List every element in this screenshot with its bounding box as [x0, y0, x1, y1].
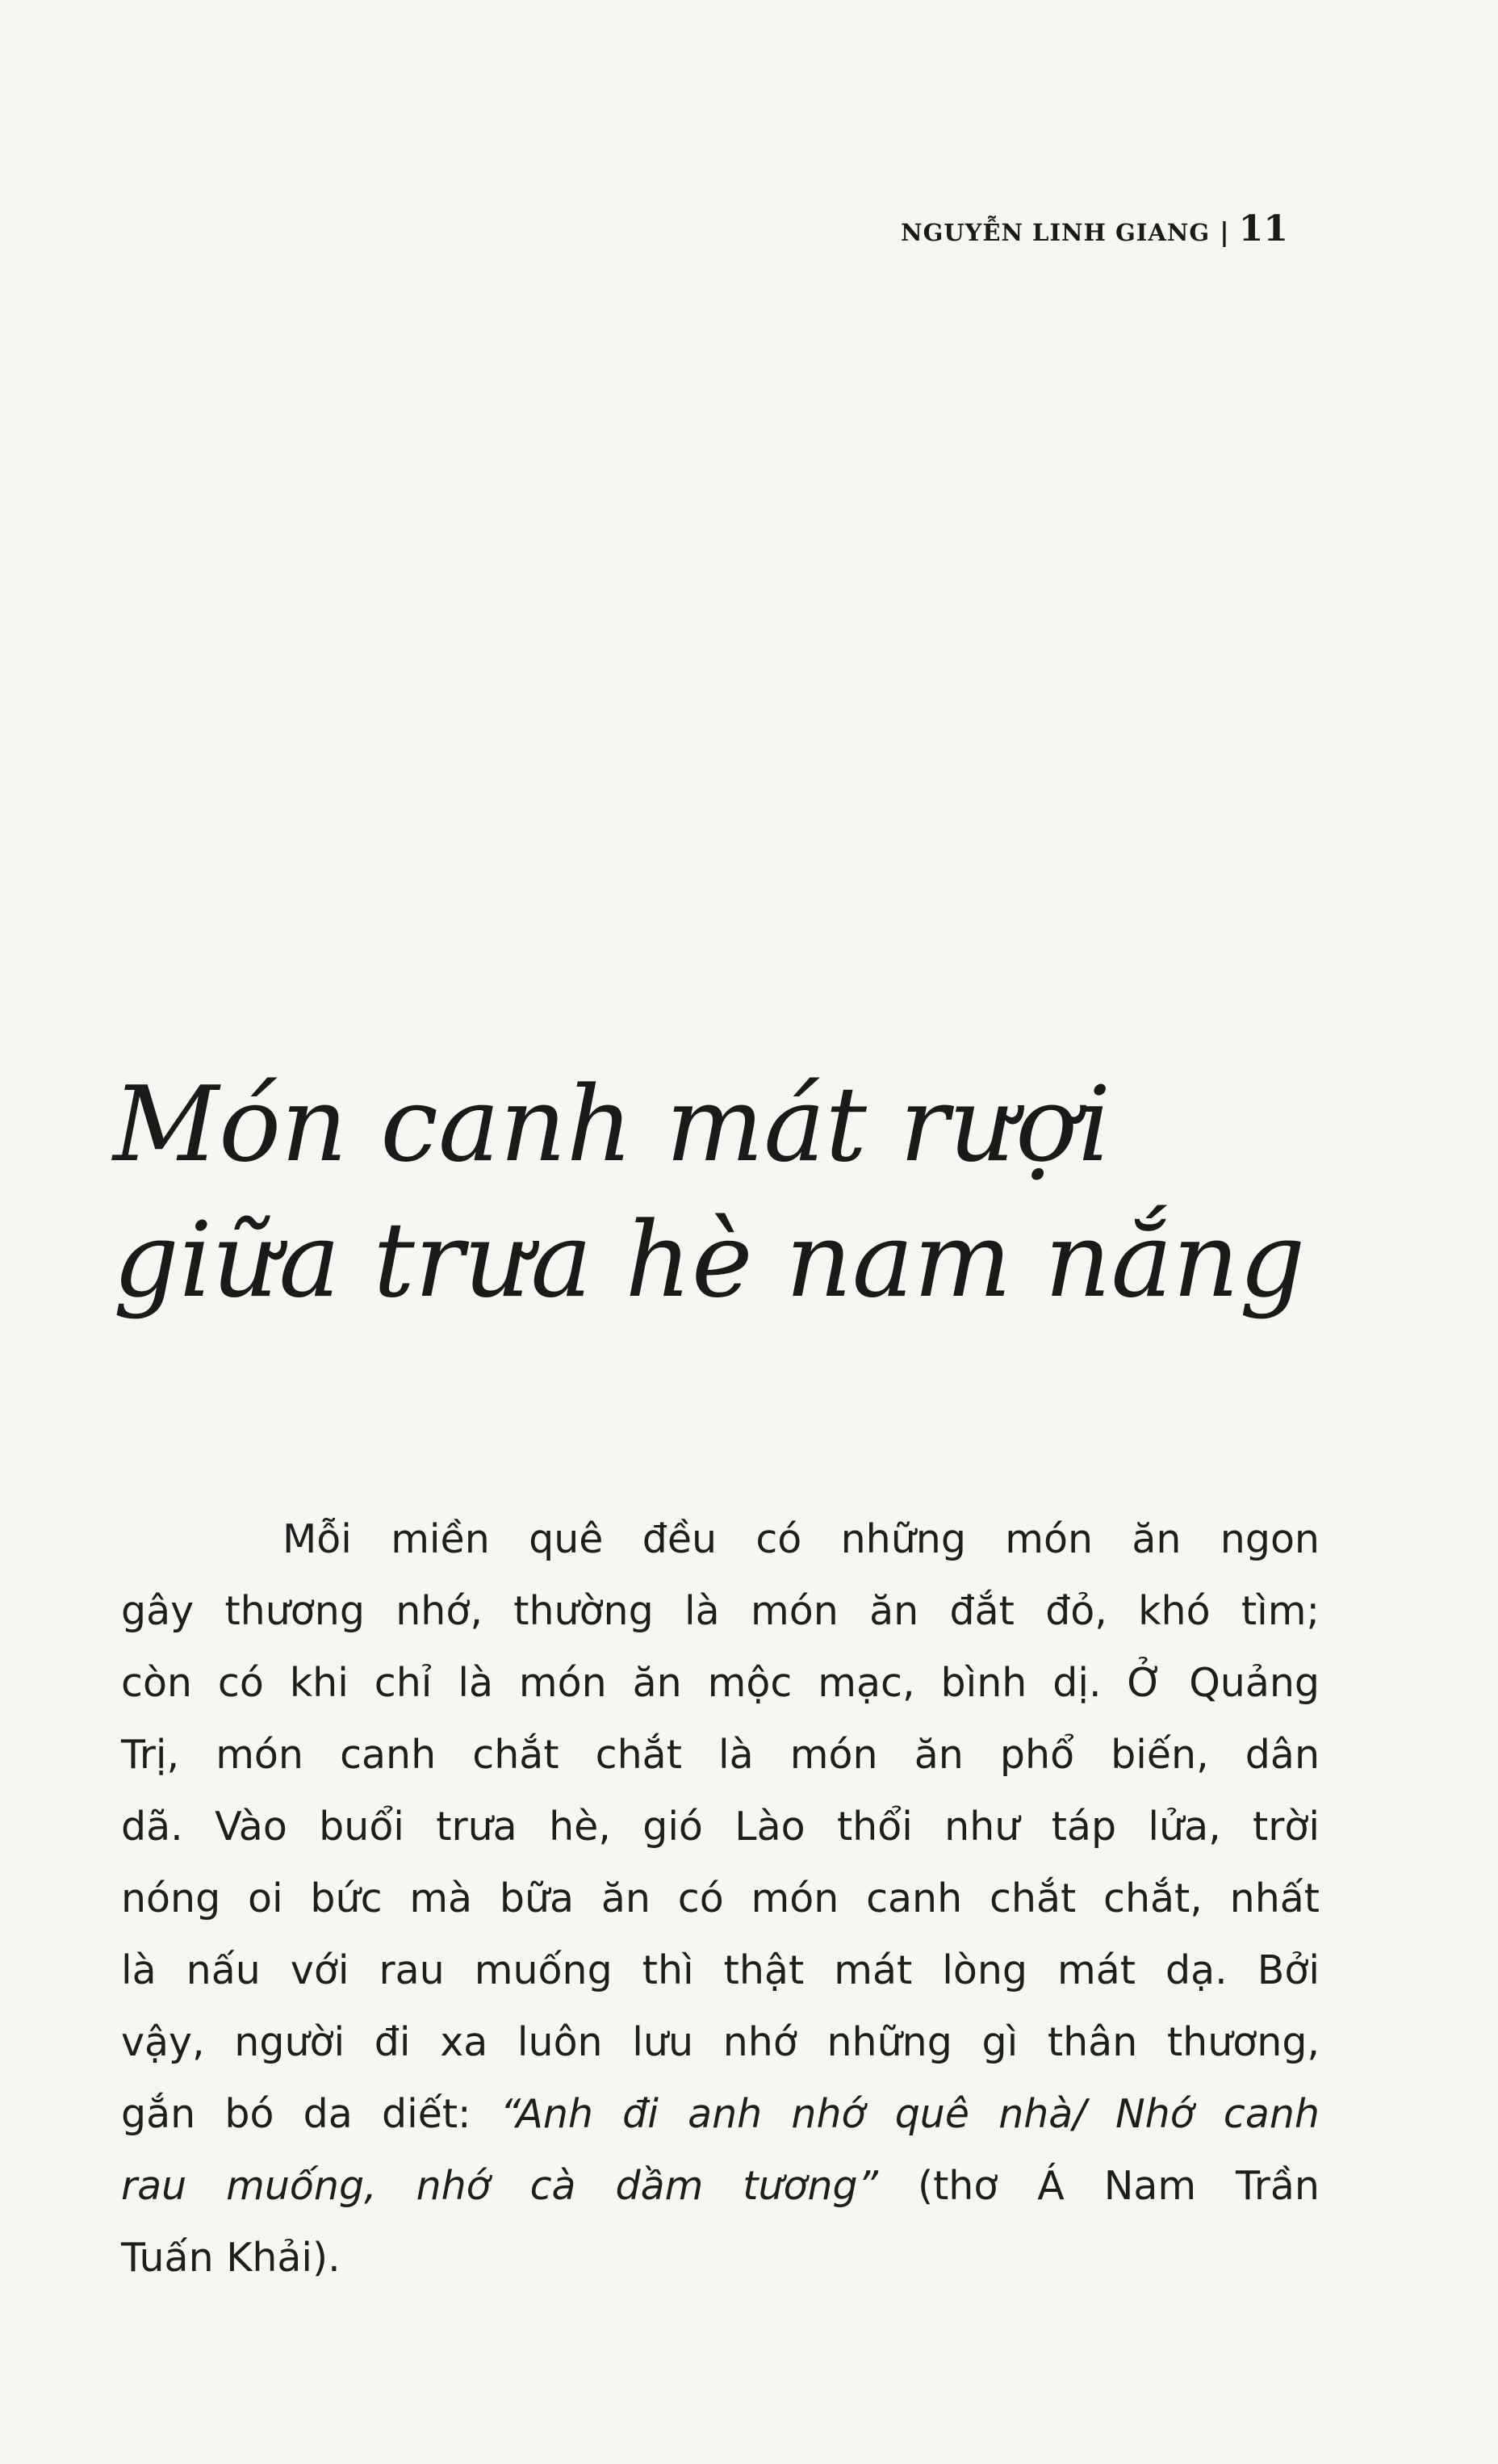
author-name: NGUYỄN LINH GIANG: [901, 219, 1211, 246]
line-text: gắn bó da diết:: [121, 2091, 500, 2137]
paragraph-line: Mỗi miền quê đều có những món ăn ngon: [282, 1516, 1320, 1562]
poem-quote: “Anh đi anh nhớ quê nhà/ Nhớ canh: [500, 2091, 1320, 2137]
page-number: 11: [1238, 208, 1288, 249]
paragraph-line: [121, 2078, 1320, 2150]
paragraph-line: là nấu với rau muống thì thật mát lòng mát dạ. Bởi: [121, 1947, 1320, 1993]
paragraph-line: Trị, món canh chắt chắt là món ăn phổ biến, dân: [121, 1732, 1320, 1778]
chapter-title-line: giữa trưa hè nam nắng: [113, 1201, 1306, 1321]
paragraph-line: còn có khi chỉ là món ăn mộc mạc, bình dị. Ở Quảng: [121, 1660, 1320, 1706]
paragraph-line: dã. Vào buổi trưa hè, gió Lào thổi như táp lửa, trời: [121, 1804, 1320, 1850]
paragraph-line: [121, 2150, 1320, 2222]
header-separator: |: [1220, 216, 1229, 247]
chapter-title-line: Món canh mát rượi: [113, 1065, 1111, 1185]
chapter-title: [113, 1058, 1372, 1329]
paragraph-line: vậy, người đi xa luôn lưu nhớ những gì thân thương,: [121, 2019, 1320, 2065]
paragraph-line: gây thương nhớ, thường là món ăn đắt đỏ, khó tìm;: [121, 1588, 1320, 1634]
line-text: (thơ Á Nam Trần: [878, 2163, 1320, 2209]
paragraph-line: Tuấn Khải).: [121, 2235, 341, 2281]
running-header: [901, 208, 1288, 249]
body-paragraph: [121, 1503, 1320, 2294]
paragraph-line: nóng oi bức mà bữa ăn có món canh chắt chắt, nhất: [121, 1875, 1320, 1921]
poem-quote: rau muống, nhớ cà dầm tương”: [121, 2163, 879, 2209]
